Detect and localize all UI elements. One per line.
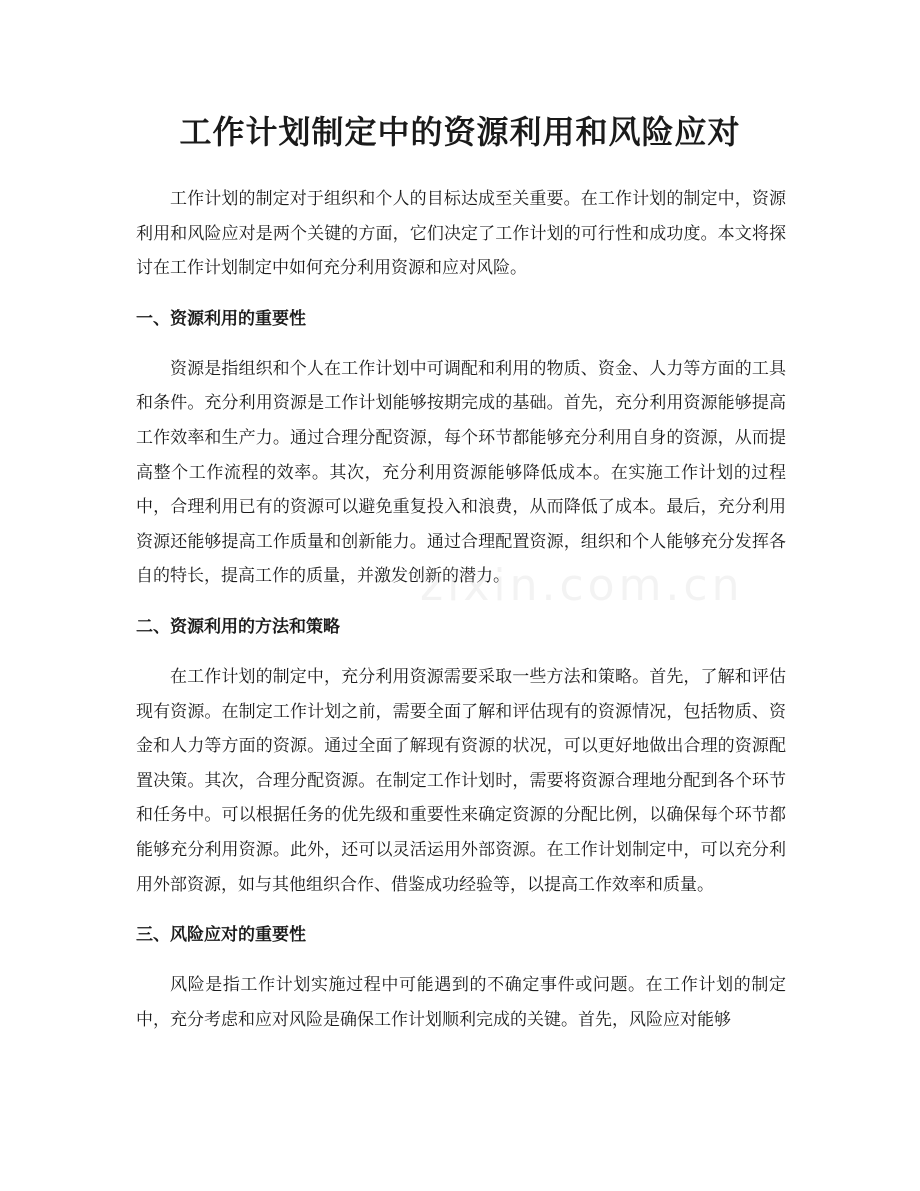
section-2-heading: 二、资源利用的方法和策略 xyxy=(136,616,340,637)
section-3-paragraph: 风险是指工作计划实施过程中可能遇到的不确定事件或问题。在工作计划的制定中，充分考虑和应对风险是确保工作计划顺利完成的关键。首先，风险应对能够 xyxy=(136,975,786,1030)
section-1-heading: 一、资源利用的重要性 xyxy=(136,308,306,329)
section-3-heading: 三、风险应对的重要性 xyxy=(136,925,306,946)
document-title: 工作计划制定中的资源利用和风险应对 xyxy=(179,113,741,151)
watermark: zixin.com.cn xyxy=(420,560,744,611)
document-body xyxy=(136,182,786,1037)
intro-paragraph: 工作计划的制定对于组织和个人的目标达成至关重要。在工作计划的制定中，资源利用和风险应对是两个关键的方面，它们决定了工作计划的可行性和成功度。本文将探讨在工作计划制定中如何充分利用资源和应对风险。 xyxy=(136,189,786,279)
section-2-paragraph: 在工作计划的制定中，充分利用资源需要采取一些方法和策略。首先，了解和评估现有资源。在制定工作计划之前，需要全面了解和评估现有的资源情况，包括物质、资金和人力等方面的资源。通过全面了解现有资源的状况，可以更好地做出合理的资源配置决策。其次，合理分配资源。在制定工作计划时，需要将资源合理地分配到各个环节和任务中。可以根据任务的优先级和重要性来确定资源的分配比例，以确保每个环节都能够充分利用资源。此外，还可以灵活运用外部资源。在工作计划制定中，可以充分利用外部资源，如与其他组织合作、借鉴成功经验等，以提高工作效率和质量。 xyxy=(136,666,786,895)
section-1-paragraph: 资源是指组织和个人在工作计划中可调配和利用的物质、资金、人力等方面的工具和条件。充分利用资源是工作计划能够按期完成的基础。首先，充分利用资源能够提高工作效率和生产力。通过合理分配资源，每个环节都能够充分利用自身的资源，从而提高整个工作流程的效率。其次，充分利用资源能够降低成本。在实施工作计划的过程中，合理利用已有的资源可以避免重复投入和浪费，从而降低了成本。最后，充分利用资源还能够提高工作质量和创新能力。通过合理配置资源，组织和个人能够充分发挥各自的特长，提高工作的质量，并激发创新的潜力。 xyxy=(136,358,786,587)
